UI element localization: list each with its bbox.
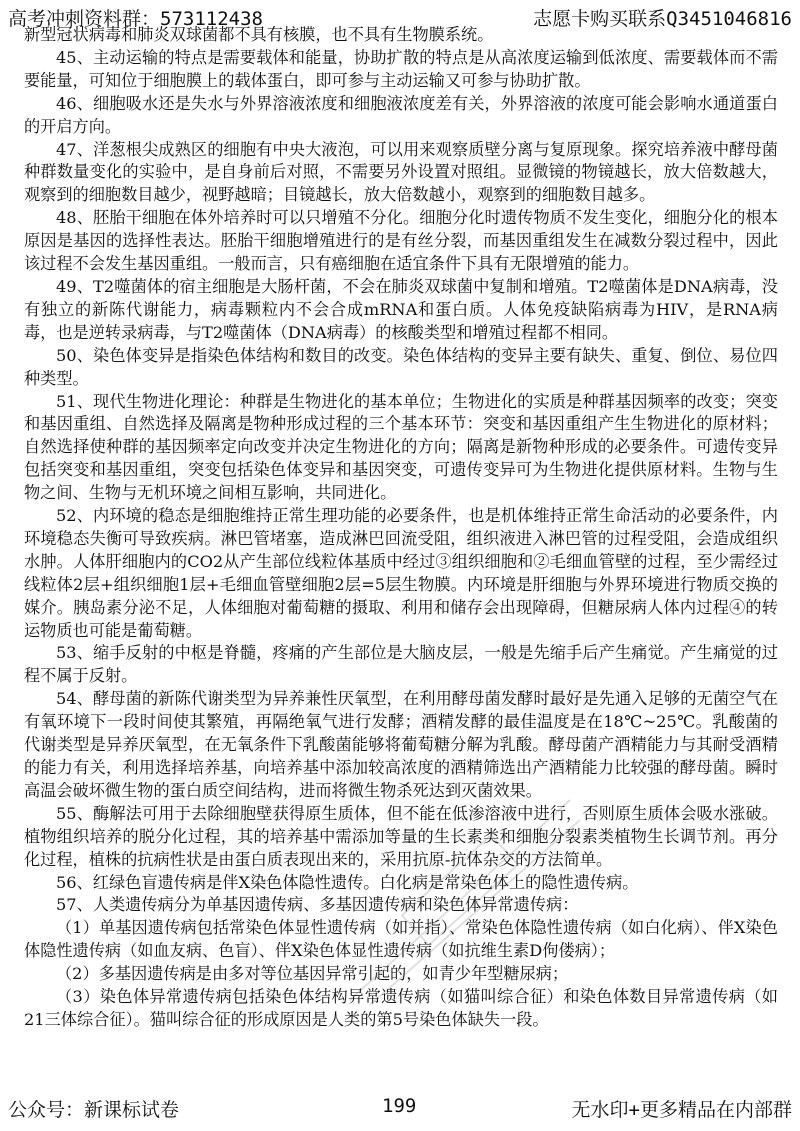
paragraph-56: 56、红绿色盲遗传病是伴X染色体隐性遗传。白化病是常染色体上的隐性遗传病。 xyxy=(56,872,639,892)
paragraph-44-tail: 新型冠状病毒和肺炎双球菌都不具有核膜，也不具有生物膜系统。 xyxy=(24,25,494,44)
page-footer xyxy=(8,1095,792,1125)
footer-wechat-account: 公众号：新课标试卷 xyxy=(8,1099,180,1121)
header-group-info: 高考冲刺资料群：573112438 xyxy=(8,8,263,30)
paragraph-48: 48、胚胎干细胞在体外培养时可以只增殖不分化。细胞分化时遗传物质不发生变化，细胞分化的根本原因是基因的选择性表达。胚胎干细胞增殖进行的是有丝分裂，而基因重组发生在减数分裂过程中，因此该过程不会发生基因重组。一般而言，只有癌细胞在适宜条件下具有无限增殖的能力。 xyxy=(24,208,778,274)
paragraph-54: 54、酵母菌的新陈代谢类型为异养兼性厌氧型，在利用酵母菌发酵时最好是先通入足够的无菌空气在有氧环境下一段时间使其繁殖，再隔绝氧气进行发酵；酒精发酵的最佳温度是在18℃~25℃。乳酸菌的代谢类型是异养厌氧型，在无氧条件下乳酸菌能够将葡萄糖分解为乳酸。酵母菌产酒精能力与其耐受酒精的能力有关，利用选择培养基，向培养基中添加较高浓度的酒精筛选出产酒精能力比较强的酵母菌。瞬时高温会破坏微生物的蛋白质空间结构，进而将微生物杀死达到灭菌效果。 xyxy=(24,689,778,800)
header-contact-info: 志愿卡购买联系Q3451046816 xyxy=(533,8,792,30)
paragraph-50: 50、染色体变异是指染色体结构和数目的改变。染色体结构的变异主要有缺失、重复、倒位、易位四种类型。 xyxy=(24,345,778,388)
paragraph-47: 47、洋葱根尖成熟区的细胞有中央大液泡，可以用来观察质壁分离与复原现象。探究培养液中酵母菌种群数量变化的实验中，是自身前后对照，不需要另外设置对照组。显微镜的物镜越长，放大倍数越大，观察到的细胞数目越少，视野越暗；目镜越长，放大倍数越小，观察到的细胞数目越多。 xyxy=(24,139,778,205)
paragraph-52: 52、内环境的稳态是细胞维持正常生理功能的必要条件，也是机体维持正常生命活动的必要条件，内环境稳态失衡可导致疾病。淋巴管堵塞，造成淋巴回流受阻，组织液进入淋巴管的过程受阻，会造成组织水肿。人体肝细胞内的CO2从产生部位线粒体基质中经过③组织细胞和②毛细血管壁的过程，至少需经过线粒体2层+组织细胞1层+毛细血管壁细胞2层=5层生物膜。内环境是肝细胞与外界环境进行物质交换的媒介。胰岛素分泌不足，人体细胞对葡萄糖的摄取、利用和储存会出现障碍，但糖尿病人体内过程④的转运物质也可能是葡萄糖。 xyxy=(24,506,778,640)
paragraph-57-item-1: （1）单基因遗传病包括常染色体显性遗传病（如并指）、常染色体隐性遗传病（如白化病）、伴X染色体隐性遗传病（如血友病、色盲）、伴X染色体显性遗传病（如抗维生素D佝偻病）； xyxy=(24,918,778,961)
paragraph-49: 49、T2噬菌体的宿主细胞是大肠杆菌，不会在肺炎双球菌中复制和增殖。T2噬菌体是DNA病毒，没有独立的新陈代谢能力，病毒颗粒内不会合成mRNA和蛋白质。人体免疫缺陷病毒为HIV，是RNA病毒，也是逆转录病毒，与T2噬菌体（DNA病毒）的核酸类型和增殖过程都不相同。 xyxy=(24,276,778,342)
page-number: 199 xyxy=(382,1095,417,1117)
paragraph-57-item-2: （2）多基因遗传病是由多对等位基因异常引起的，如青少年型糖尿病； xyxy=(56,964,569,984)
paragraph-57: 57、人类遗传病分为单基因遗传病、多基因遗传病和染色体异常遗传病： xyxy=(56,895,579,915)
paragraph-46: 46、细胞吸水还是失水与外界溶液浓度和细胞液浓度差有关，外界溶液的浓度可能会影响水通道蛋白的开启方向。 xyxy=(24,93,778,136)
paragraph-57-item-3: （3）染色体异常遗传病包括染色体结构异常遗传病（如猫叫综合征）和染色体数目异常遗传病（如21三体综合征）。猫叫综合征的形成原因是人类的第5号染色体缺失一段。 xyxy=(24,987,778,1029)
paragraph-51: 51、现代生物进化理论：种群是生物进化的基本单位；生物进化的实质是种群基因频率的改变；突变和基因重组、自然选择及隔离是物种形成过程的三个基本环节：突变和基因重组产生生物进化的原材料；自然选择使种群的基因频率定向改变并决定生物进化的方向；隔离是新物种形成的必要条件。可遗传变异包括突变和基因重组，突变包括染色体变异和基因突变，可遗传变异可为生物进化提供原材料。生物与生物之间、生物与无机环境之间相互影响，共同进化。 xyxy=(24,391,778,503)
footer-promo-text: 无水印+更多精品在内部群 xyxy=(571,1099,792,1121)
paragraph-55: 55、酶解法可用于去除细胞壁获得原生质体，但不能在低渗溶液中进行，否则原生质体会吸水涨破。植物组织培养的脱分化过程，其的培养基中需添加等量的生长素类和细胞分裂素类植物生长调节剂。再分化过程，植株的抗病性状是由蛋白质表现出来的，采用抗原-抗体杂交的方法简单。 xyxy=(24,803,778,869)
document-body xyxy=(24,24,778,1072)
paragraph-53: 53、缩手反射的中枢是脊髓，疼痛的产生部位是大脑皮层，一般是先缩手后产生痛觉。产生痛觉的过程不属于反射。 xyxy=(24,643,778,686)
paragraph-45: 45、主动运输的特点是需要载体和能量，协助扩散的特点是从高浓度运输到低浓度、需要载体而不需要能量，可知位于细胞膜上的载体蛋白，即可参与主动运输又可参与协助扩散。 xyxy=(24,47,778,90)
